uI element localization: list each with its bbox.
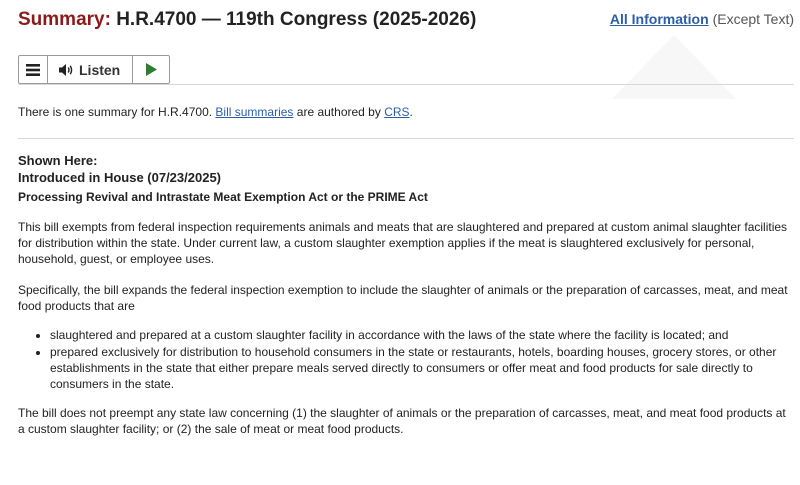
- intro-suffix: .: [409, 105, 413, 119]
- page-title: [18, 9, 476, 31]
- list-item: • slaughtered and prepared at a custom slaughter facility in accordance with the laws of the state where the facility is located; and: [50, 327, 800, 343]
- all-information-nav: [610, 11, 794, 27]
- summary-paragraph: Specifically, the bill expands the federal inspection exemption to include the slaughter of animals or the preparation of carcasses, meat, and meat food products that are: [18, 283, 788, 313]
- divider: [18, 138, 794, 139]
- summary-paragraph: The bill does not preempt any state law concerning (1) the slaughter of animals or the preparation of carcasses, meat, and meat food products at a custom slaughter facility; or (2) the sale of meat or meat food products.: [18, 406, 786, 436]
- intro-middle: are authored by: [296, 105, 381, 119]
- page-title-text: H.R.4700 — 119th Congress (2025-2026): [116, 9, 477, 30]
- act-name: Processing Revival and Intrastate Meat Exemption Act or the PRIME Act: [18, 190, 428, 204]
- play-icon: [146, 63, 157, 76]
- page-header: [18, 0, 794, 48]
- summary-version-heading: [18, 152, 794, 186]
- all-information-suffix: (Except Text): [712, 11, 794, 27]
- divider: [18, 84, 794, 85]
- listen-label: Listen: [79, 61, 121, 78]
- page-title-label: Summary:: [18, 9, 111, 30]
- player-menu-button[interactable]: [19, 56, 48, 83]
- summary-bullet-list: [18, 327, 800, 392]
- play-button[interactable]: [133, 56, 169, 83]
- menu-icon: [26, 64, 40, 76]
- list-item: • prepared exclusively for distribution to household consumers in the state or restaurants, hotels, boarding houses, grocery stores, or other establishments in the state that either prepare meals served directly to consumers or offer meat and food products for sale directly to consumers in the state.: [50, 344, 800, 392]
- listen-button[interactable]: [48, 56, 133, 83]
- bill-summaries-link[interactable]: Bill summaries: [215, 105, 294, 119]
- summary-version: Introduced in House (07/23/2025): [18, 170, 222, 185]
- shown-here-label: Shown Here:: [18, 153, 98, 168]
- summary-paragraph: This bill exempts from federal inspection requirements animals and meats that are slaughtered and prepared at custom animal slaughter facilities for distribution within the state. Under current law, a custom slaughter exemption applies if the meat is slaughtered exclusively for personal, household, guest, or employee uses.: [18, 220, 788, 266]
- intro-prefix: There is one summary for H.R.4700.: [18, 105, 213, 119]
- crs-link[interactable]: CRS: [384, 105, 410, 119]
- speaker-icon: [58, 63, 74, 77]
- audio-player: [18, 55, 170, 84]
- summary-intro: [18, 105, 794, 119]
- all-information-link[interactable]: All Information: [609, 11, 709, 27]
